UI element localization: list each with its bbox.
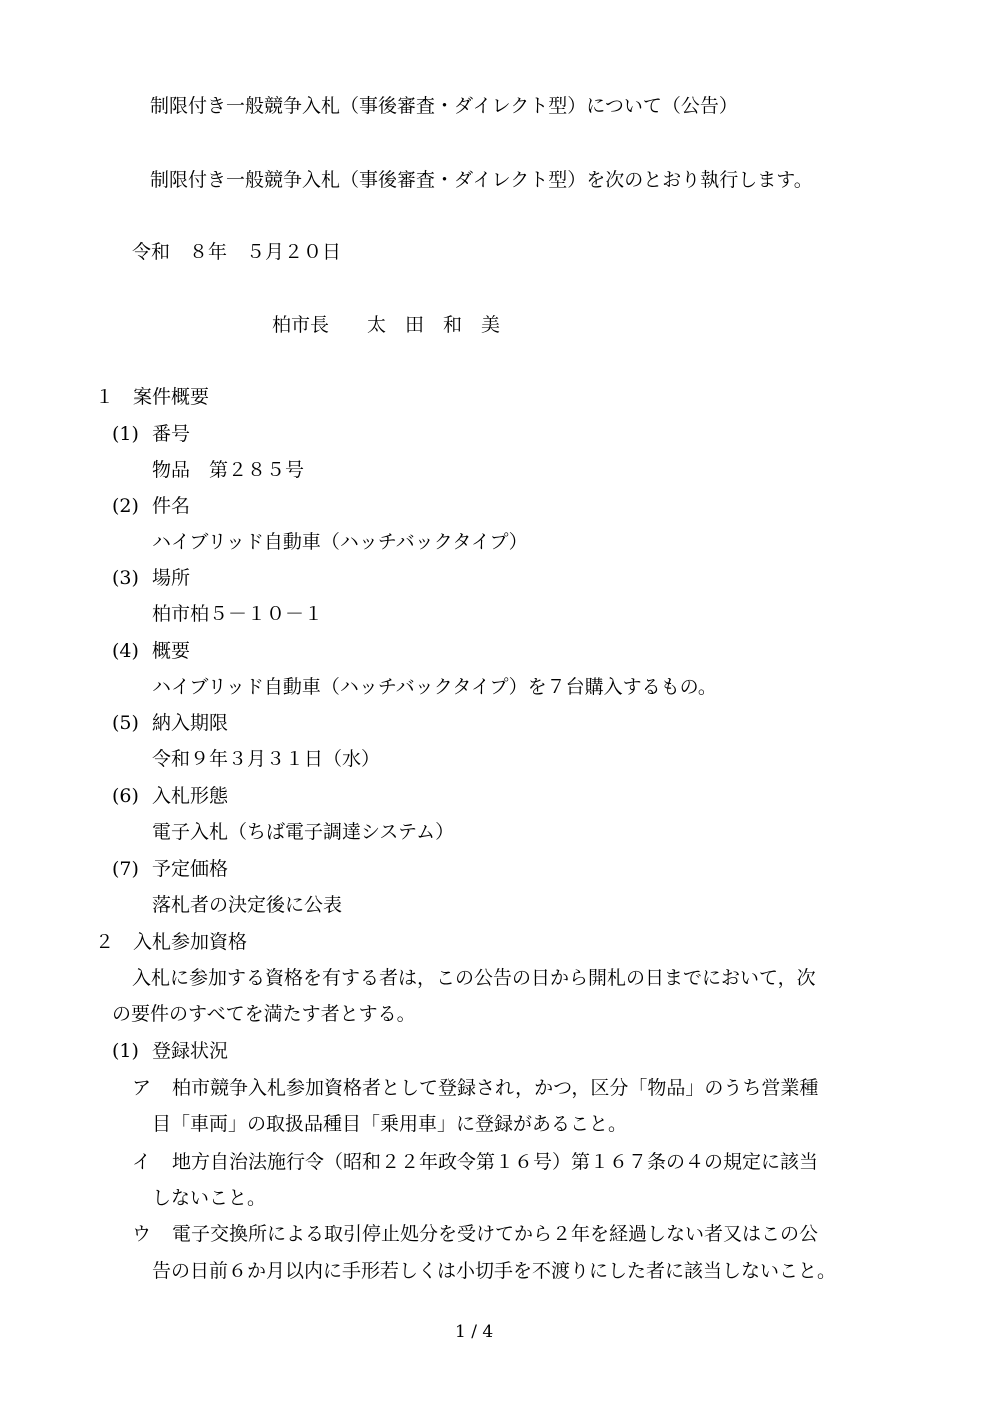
item-label: (7) [112, 858, 139, 880]
item-title-location: 場所 [152, 567, 191, 589]
issuer-name: 柏市長 太 田 和 美 [272, 314, 501, 336]
item-title-deadline: 納入期限 [152, 712, 229, 734]
item-title-price: 予定価格 [152, 858, 229, 880]
item-label: (4) [112, 640, 139, 662]
item-title-bid-format: 入札形態 [152, 785, 229, 807]
intro-text: 制限付き一般競争入札（事後審査・ダイレクト型）を次のとおり執行します。 [150, 169, 813, 191]
item-value-number: 物品 第２８５号 [152, 459, 305, 481]
sub-title-registration: 登録状況 [152, 1040, 229, 1062]
list-item-a-line-2: 目「車両」の取扱品種目「乗用車」に登録があること。 [152, 1113, 628, 1135]
item-title-subject: 件名 [152, 495, 191, 517]
item-label: (2) [112, 495, 139, 517]
announcement-date: 令和 ８年 ５月２０日 [132, 241, 342, 263]
list-marker: ウ [132, 1223, 152, 1245]
item-value-bid-format: 電子入札（ちば電子調達システム） [152, 821, 455, 843]
list-item-u-line-1: 電子交換所による取引停止処分を受けてから２年を経過しない者又はこの公 [172, 1223, 819, 1245]
section-2-intro-line-2: の要件のすべてを満たす者とする。 [112, 1003, 416, 1025]
item-value-overview: ハイブリッド自動車（ハッチバックタイプ）を７台購入するもの。 [152, 676, 717, 698]
item-value-deadline: 令和９年３月３１日（水） [152, 748, 381, 770]
list-marker: ア [132, 1077, 152, 1099]
item-value-subject: ハイブリッド自動車（ハッチバックタイプ） [152, 531, 528, 553]
list-item-i-line-1: 地方自治法施行令（昭和２２年政令第１６号）第１６７条の４の規定に該当 [172, 1151, 819, 1173]
page-number: 1 / 4 [455, 1322, 494, 1342]
item-label: (6) [112, 785, 139, 807]
item-label: (5) [112, 712, 139, 734]
list-item-u-line-2: 告の日前６か月以内に手形若しくは小切手を不渡りにした者に該当しないこと。 [152, 1260, 837, 1282]
sub-label: (1) [112, 1040, 139, 1062]
item-value-location: 柏市柏５－１０－１ [152, 603, 324, 625]
document-title: 制限付き一般競争入札（事後審査・ダイレクト型）について（公告） [150, 95, 738, 117]
section-1-heading: １ 案件概要 [95, 386, 210, 408]
list-marker: イ [132, 1151, 152, 1173]
list-item-i-line-2: しないこと。 [152, 1187, 267, 1209]
item-value-price: 落札者の決定後に公表 [152, 894, 343, 916]
item-label: (3) [112, 567, 139, 589]
section-2-intro-line-1: 入札に参加する資格を有する者は，この公告の日から開札の日までにおいて，次 [132, 967, 816, 989]
section-2-heading: ２ 入札参加資格 [95, 931, 248, 953]
item-title-number: 番号 [152, 423, 191, 445]
item-title-overview: 概要 [152, 640, 191, 662]
list-item-a-line-1: 柏市競争入札参加資格者として登録され，かつ，区分「物品」のうち営業種 [172, 1077, 819, 1099]
item-label: (1) [112, 423, 139, 445]
